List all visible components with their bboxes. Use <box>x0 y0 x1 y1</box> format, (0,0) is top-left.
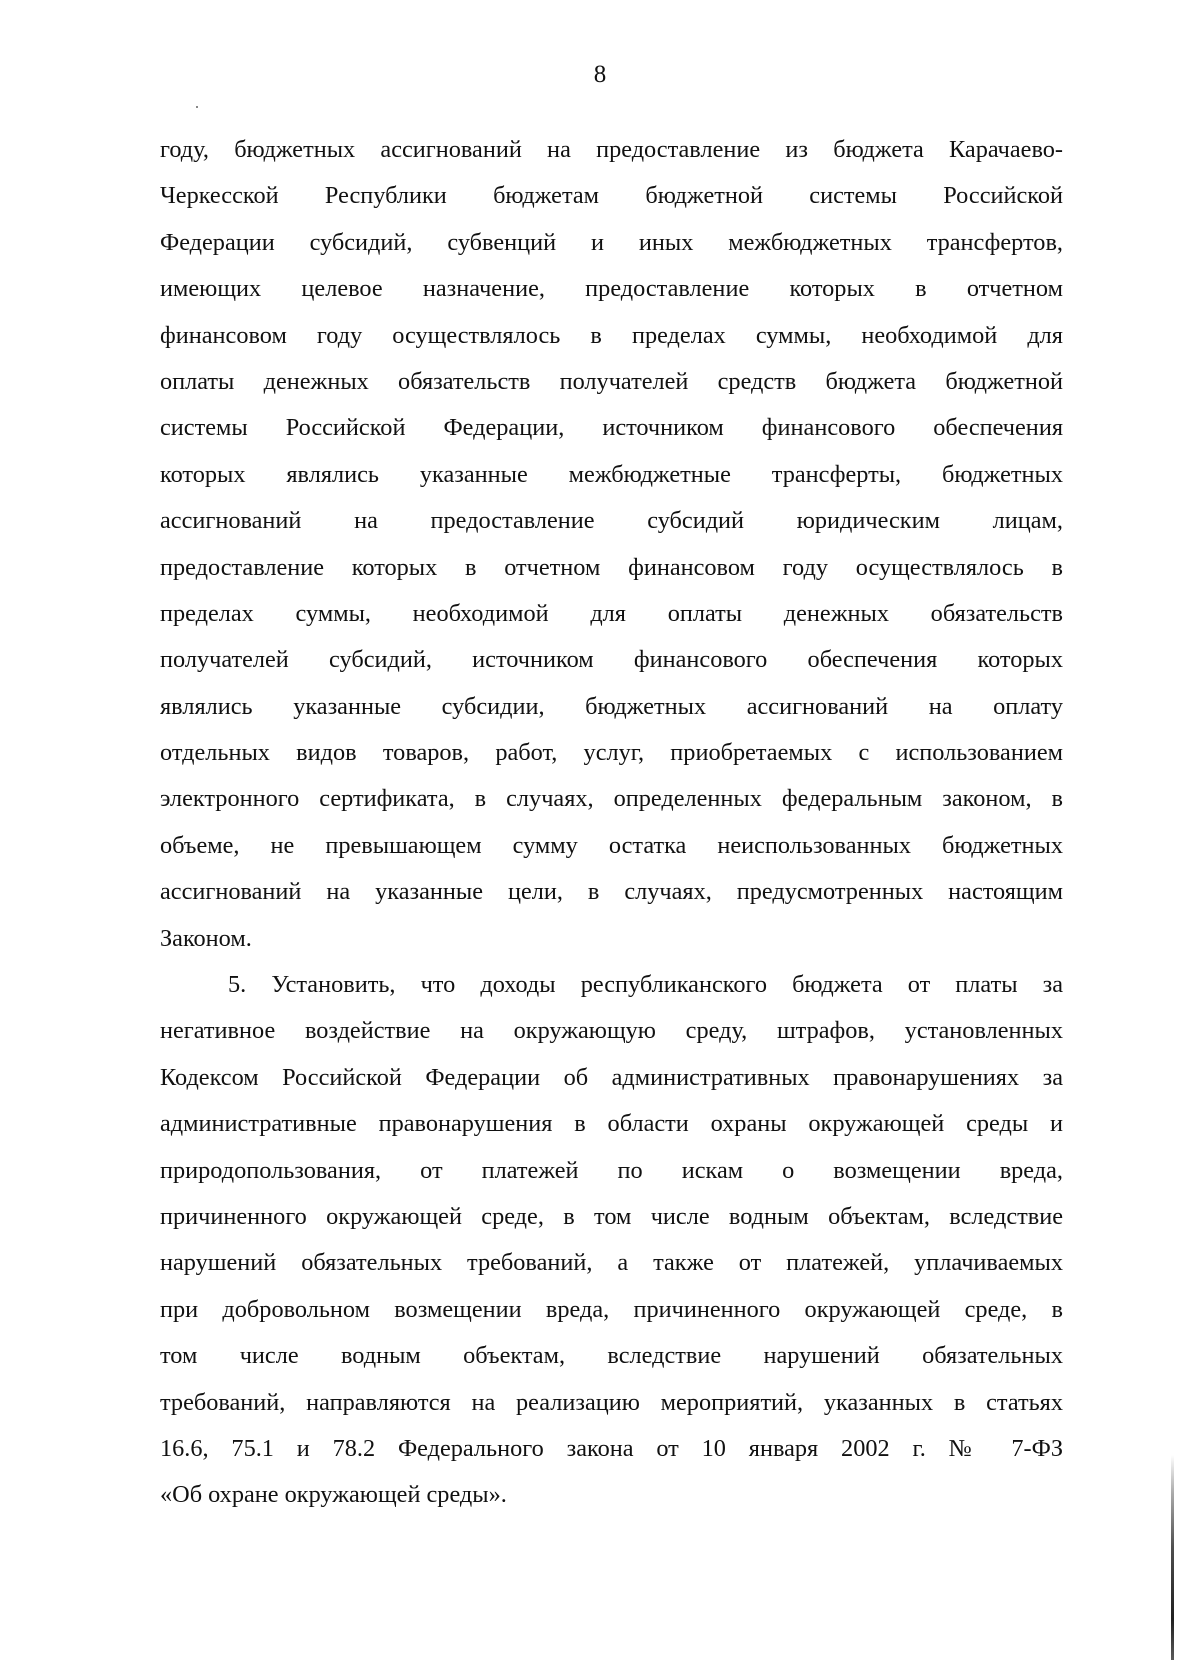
text-line: Черкесской Республики бюджетам бюджетной системы Российской <box>160 182 1063 210</box>
document-body <box>160 127 1063 1519</box>
text-line: том числе водным объектам, вследствие нарушений обязательных <box>160 1342 1063 1370</box>
text-line: объеме, не превышающем сумму остатка неиспользованных бюджетных <box>160 831 1063 859</box>
text-line: Федерации субсидий, субвенций и иных межбюджетных трансфертов, <box>160 228 1063 256</box>
text-line: электронного сертификата, в случаях, определенных федеральным законом, в <box>160 785 1063 813</box>
text-line: требований, направляются на реализацию мероприятий, указанных в статьях <box>160 1388 1063 1416</box>
text-line: году, бюджетных ассигнований на предоставление из бюджета Карачаево- <box>160 136 1063 163</box>
text-line: административные правонарушения в области охраны окружающей среды и <box>160 1110 1063 1138</box>
text-line: нарушений обязательных требований, а также от платежей, уплачиваемых <box>160 1249 1063 1277</box>
scan-speck <box>196 106 198 108</box>
text-line: которых являлись указанные межбюджетные трансферты, бюджетных <box>160 460 1063 488</box>
text-line: являлись указанные субсидии, бюджетных ассигнований на оплату <box>160 692 1063 720</box>
text-line: ассигнований на предоставление субсидий юридическим лицам, <box>160 507 1063 535</box>
text-line: 16.6, 75.1 и 78.2 Федерального закона от 10 января 2002 г. № 7-ФЗ <box>160 1434 1063 1462</box>
text-line: системы Российской Федерации, источником финансового обеспечения <box>160 414 1063 442</box>
paragraph-end-line: Законом. <box>160 924 252 952</box>
text-line: финансовом году осуществлялось в пределах суммы, необходимой для <box>160 321 1063 349</box>
scan-edge-mark <box>1171 1455 1174 1660</box>
text-line: имеющих целевое назначение, предоставление которых в отчетном <box>160 275 1063 303</box>
page-number: 8 <box>593 61 607 88</box>
text-line: оплаты денежных обязательств получателей средств бюджета бюджетной <box>160 367 1063 395</box>
text-line: ассигнований на указанные цели, в случаях, предусмотренных настоящим <box>160 878 1063 906</box>
text-line: негативное воздействие на окружающую среду, штрафов, установленных <box>160 1017 1063 1045</box>
text-line: пределах суммы, необходимой для оплаты денежных обязательств <box>160 599 1063 627</box>
paragraph-start-line: 5. Установить, что доходы республиканского бюджета от платы за <box>228 971 1063 999</box>
text-line: природопользования, от платежей по искам о возмещении вреда, <box>160 1156 1063 1184</box>
text-line: причиненного окружающей среде, в том числе водным объектам, вследствие <box>160 1202 1063 1230</box>
text-line: получателей субсидий, источником финансового обеспечения которых <box>160 646 1063 674</box>
text-line: при добровольном возмещении вреда, причиненного окружающей среде, в <box>160 1295 1063 1323</box>
text-line: Кодексом Российской Федерации об административных правонарушениях за <box>160 1063 1063 1091</box>
paragraph-end-line: «Об охране окружающей среды». <box>160 1481 507 1509</box>
text-line: отдельных видов товаров, работ, услуг, приобретаемых с использованием <box>160 739 1063 767</box>
text-line: предоставление которых в отчетном финансовом году осуществлялось в <box>160 553 1063 581</box>
